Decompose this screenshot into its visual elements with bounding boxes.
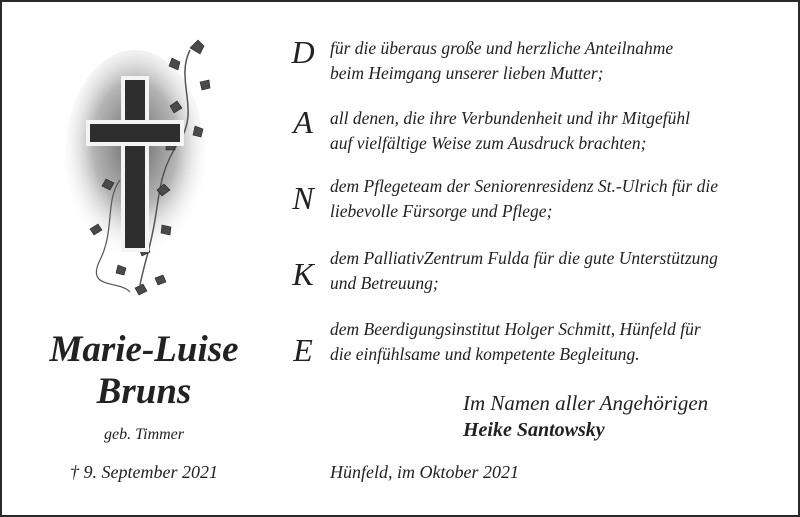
initial-letter-d: D	[291, 34, 315, 70]
signature-name: Heike Santowsky	[463, 419, 605, 441]
initial-letter-k: K	[292, 256, 314, 292]
maiden-name: geb. Timmer	[104, 426, 184, 443]
initial-letter-n: N	[292, 180, 314, 216]
thanks-line: dem Beerdigungsinstitut Holger Schmitt, Hünfeld für	[330, 319, 701, 339]
thanks-paragraph-3	[330, 174, 770, 224]
deceased-surname: Bruns	[96, 371, 192, 412]
initial-letter-a: A	[293, 104, 313, 140]
thanks-paragraph-4	[330, 246, 770, 296]
thanks-line: beim Heimgang unserer lieben Mutter;	[330, 63, 604, 83]
thanks-paragraph-1	[330, 36, 770, 86]
thanks-line: die einfühlsame und kompetente Begleitung.	[330, 344, 640, 364]
thanks-line: all denen, die ihre Verbundenheit und ihr Mitgefühl	[330, 108, 690, 128]
thanks-line: dem PalliativZentrum Fulda für die gute Unterstützung	[330, 248, 718, 268]
thanks-line: und Betreuung;	[330, 273, 439, 293]
thanks-line: liebevolle Fürsorge und Pflege;	[330, 201, 553, 221]
date-of-death: † 9. September 2021	[70, 462, 218, 482]
place-and-date: Hünfeld, im Oktober 2021	[330, 462, 519, 482]
cross-with-ivy-icon	[60, 30, 235, 305]
deceased-first-names: Marie-Luise	[49, 329, 239, 370]
thanks-line: auf vielfältige Weise zum Ausdruck brachten;	[330, 133, 647, 153]
thanks-line: für die überaus große und herzliche Anteilnahme	[330, 38, 674, 58]
thanks-paragraph-5	[330, 317, 770, 367]
initial-letter-e: E	[293, 332, 313, 368]
thanks-line: dem Pflegeteam der Seniorenresidenz St.-Ulrich für die	[330, 176, 718, 196]
signature-line-1: Im Namen aller Angehörigen	[463, 391, 709, 415]
thanks-paragraph-2	[330, 106, 770, 156]
